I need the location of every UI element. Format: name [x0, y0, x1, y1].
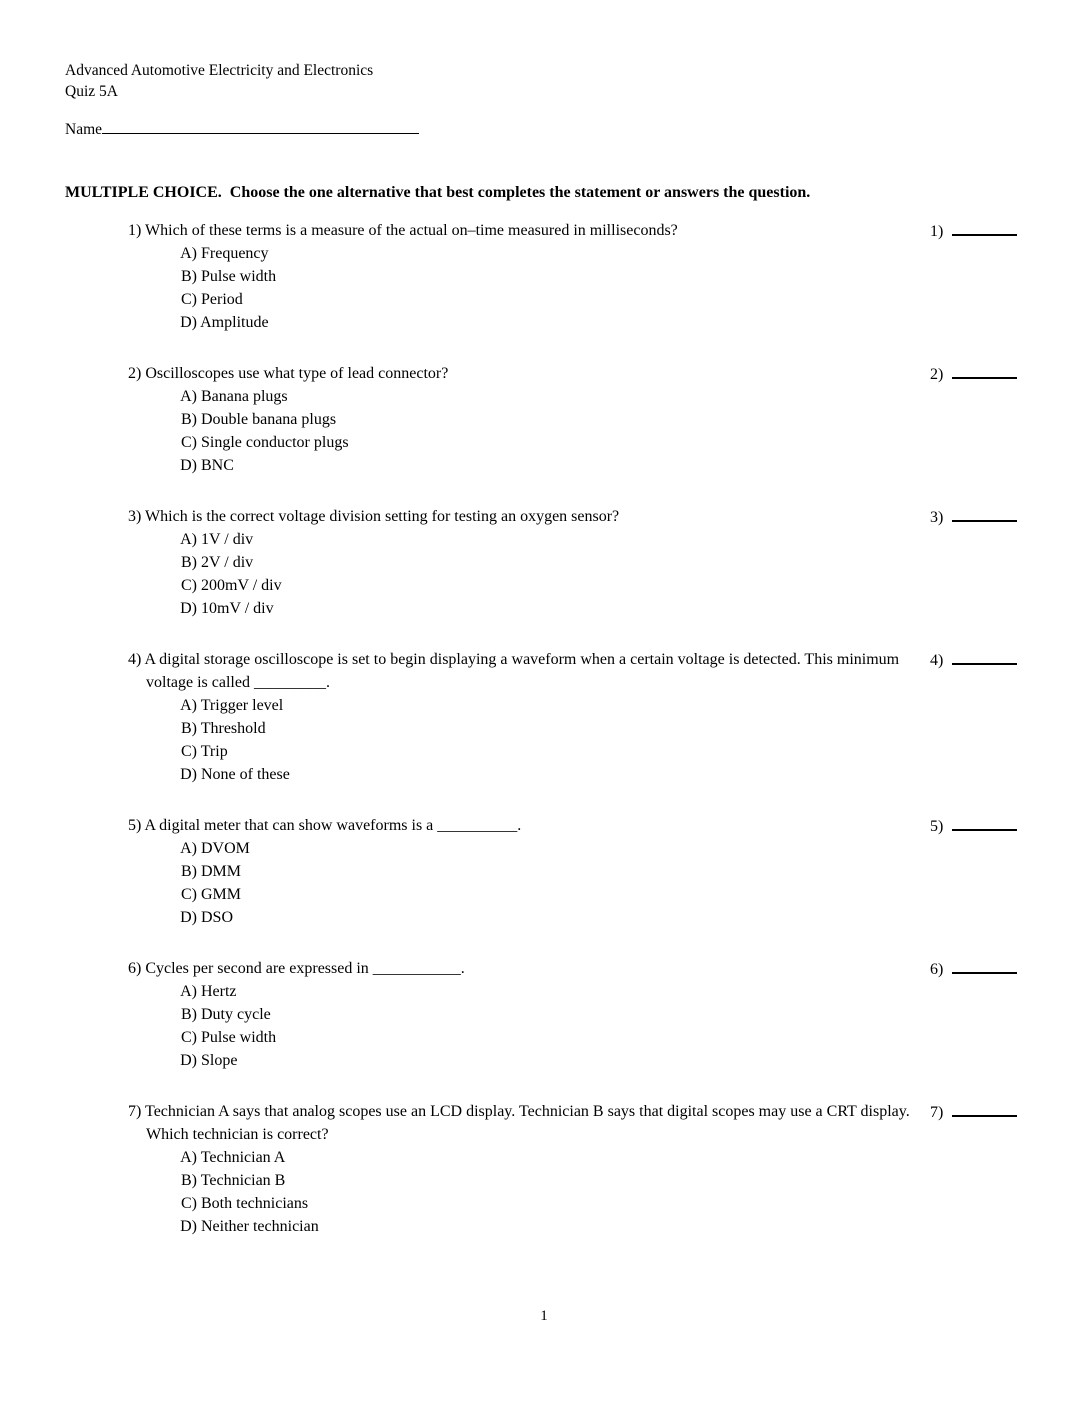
option-b [128, 1003, 918, 1026]
answer-number: 4) [930, 652, 944, 669]
answer-area [930, 814, 1017, 838]
answer-number: 3) [930, 509, 944, 526]
answer-blank-line [952, 362, 1017, 379]
option-label: D) [180, 600, 197, 617]
option-label: B) [181, 268, 197, 285]
question-main [128, 814, 918, 929]
document-title: Advanced Automotive Electricity and Electronics [65, 62, 374, 79]
option-text: Pulse width [201, 268, 277, 285]
question-2 [128, 362, 1088, 477]
option-label: A) [180, 245, 197, 262]
option-label: C) [181, 1029, 197, 1046]
question-body: A digital storage oscilloscope is set to begin displaying a waveform when a certain voltage is detected. This minimum voltage is called _________. [144, 651, 900, 691]
answer-area [930, 505, 1017, 529]
option-label: D) [180, 766, 197, 783]
answer-blank-line [952, 814, 1017, 831]
option-label: A) [180, 1149, 197, 1166]
question-text [128, 505, 918, 528]
option-a [128, 385, 918, 408]
question-text [128, 957, 918, 980]
answer-area [930, 219, 1017, 243]
question-1 [128, 219, 1088, 334]
option-text: DMM [201, 863, 242, 880]
answer-number: 5) [930, 818, 944, 835]
question-body: Oscilloscopes use what type of lead connector? [145, 365, 449, 382]
option-a [128, 694, 918, 717]
answer-number: 2) [930, 366, 944, 383]
option-text: Banana plugs [201, 388, 288, 405]
page-number: 1 [540, 1308, 548, 1324]
option-label: B) [181, 863, 197, 880]
answer-area [930, 362, 1017, 386]
option-text: Pulse width [201, 1029, 277, 1046]
option-label: B) [181, 554, 197, 571]
option-b [128, 860, 918, 883]
option-d [128, 763, 918, 786]
option-label: D) [180, 457, 197, 474]
option-b [128, 551, 918, 574]
option-label: C) [181, 886, 197, 903]
question-body: Which is the correct voltage division setting for testing an oxygen sensor? [145, 508, 620, 525]
question-number: 6) [128, 960, 142, 977]
question-number: 4) [128, 651, 142, 668]
question-4 [128, 648, 1088, 786]
option-c [128, 883, 918, 906]
question-text [128, 219, 918, 242]
question-7 [128, 1100, 1088, 1238]
question-number: 3) [128, 508, 142, 525]
option-text: Single conductor plugs [201, 434, 349, 451]
option-a [128, 837, 918, 860]
answer-area [930, 1100, 1017, 1124]
option-label: D) [180, 909, 197, 926]
question-text [128, 814, 918, 837]
question-main [128, 648, 918, 786]
question-text [128, 648, 918, 694]
option-text: Duty cycle [201, 1006, 271, 1023]
answer-blank-line [952, 505, 1017, 522]
option-text: Technician A [200, 1149, 286, 1166]
option-d [128, 1215, 918, 1238]
option-label: B) [181, 1006, 197, 1023]
option-c [128, 288, 918, 311]
option-d [128, 1049, 918, 1072]
option-text: Threshold [200, 720, 266, 737]
option-label: D) [180, 1218, 197, 1235]
answer-area [930, 648, 1017, 672]
question-body: Technician A says that analog scopes use an LCD display. Technician B says that digital scopes may use a CRT display. Which technician is correct? [145, 1103, 910, 1143]
option-label: B) [181, 411, 197, 428]
option-label: D) [180, 1052, 197, 1069]
option-text: GMM [201, 886, 242, 903]
option-text: DVOM [201, 840, 250, 857]
option-b [128, 408, 918, 431]
option-label: A) [180, 840, 197, 857]
question-main [128, 1100, 918, 1238]
option-text: Both technicians [201, 1195, 309, 1212]
question-main [128, 362, 918, 477]
question-6 [128, 957, 1088, 1072]
answer-number: 7) [930, 1104, 944, 1121]
option-d [128, 597, 918, 620]
answer-number: 6) [930, 961, 944, 978]
option-text: None of these [201, 766, 290, 783]
option-label: B) [181, 1172, 197, 1189]
option-c [128, 574, 918, 597]
name-blank-line [102, 117, 419, 134]
option-text: Frequency [201, 245, 269, 262]
option-text: Hertz [201, 983, 237, 1000]
quiz-subtitle: Quiz 5A [65, 83, 118, 100]
option-d [128, 454, 918, 477]
answer-number: 1) [930, 223, 944, 240]
question-5 [128, 814, 1088, 929]
option-text: BNC [201, 457, 234, 474]
option-text: Slope [201, 1052, 238, 1069]
option-label: A) [180, 531, 197, 548]
option-label: A) [180, 697, 197, 714]
question-body: A digital meter that can show waveforms is a __________. [144, 817, 522, 834]
question-number: 1) [128, 222, 142, 239]
question-main [128, 219, 918, 334]
option-d [128, 906, 918, 929]
document-header [65, 60, 373, 102]
option-d [128, 311, 918, 334]
question-body: Cycles per second are expressed in ___________. [145, 960, 465, 977]
option-a [128, 1146, 918, 1169]
question-3 [128, 505, 1088, 620]
option-text: Neither technician [201, 1218, 319, 1235]
option-text: 1V / div [201, 531, 254, 548]
option-text: Period [201, 291, 243, 308]
question-body: Which of these terms is a measure of the actual on–time measured in milliseconds? [145, 222, 678, 239]
option-label: C) [181, 434, 197, 451]
questions-list [128, 219, 1088, 1266]
option-text: Trigger level [200, 697, 284, 714]
option-a [128, 980, 918, 1003]
option-c [128, 1026, 918, 1049]
answer-blank-line [952, 1100, 1017, 1117]
option-text: 2V / div [201, 554, 254, 571]
answer-blank-line [952, 219, 1017, 236]
question-main [128, 957, 918, 1072]
option-label: C) [181, 577, 197, 594]
option-b [128, 717, 918, 740]
option-a [128, 242, 918, 265]
option-text: Trip [200, 743, 228, 760]
option-label: A) [180, 388, 197, 405]
question-number: 7) [128, 1103, 142, 1120]
option-label: C) [181, 291, 197, 308]
option-label: C) [181, 743, 197, 760]
option-text: 200mV / div [201, 577, 282, 594]
option-text: Technician B [200, 1172, 286, 1189]
option-b [128, 265, 918, 288]
answer-blank-line [952, 648, 1017, 665]
answer-blank-line [952, 957, 1017, 974]
option-text: DSO [201, 909, 234, 926]
option-b [128, 1169, 918, 1192]
question-text [128, 362, 918, 385]
option-text: 10mV / div [201, 600, 274, 617]
option-label: D) [180, 314, 197, 331]
name-label: Name [65, 121, 103, 138]
answer-area [930, 957, 1017, 981]
question-text [128, 1100, 918, 1146]
question-number: 5) [128, 817, 142, 834]
name-row [65, 117, 419, 139]
option-a [128, 528, 918, 551]
option-label: B) [181, 720, 197, 737]
option-c [128, 431, 918, 454]
section-heading: MULTIPLE CHOICE. Choose the one alternative that best completes the statement or answers the question. [65, 184, 811, 201]
option-c [128, 1192, 918, 1215]
option-label: C) [181, 1195, 197, 1212]
question-number: 2) [128, 365, 142, 382]
question-main [128, 505, 918, 620]
option-c [128, 740, 918, 763]
option-label: A) [180, 983, 197, 1000]
option-text: Amplitude [200, 314, 269, 331]
option-text: Double banana plugs [201, 411, 337, 428]
